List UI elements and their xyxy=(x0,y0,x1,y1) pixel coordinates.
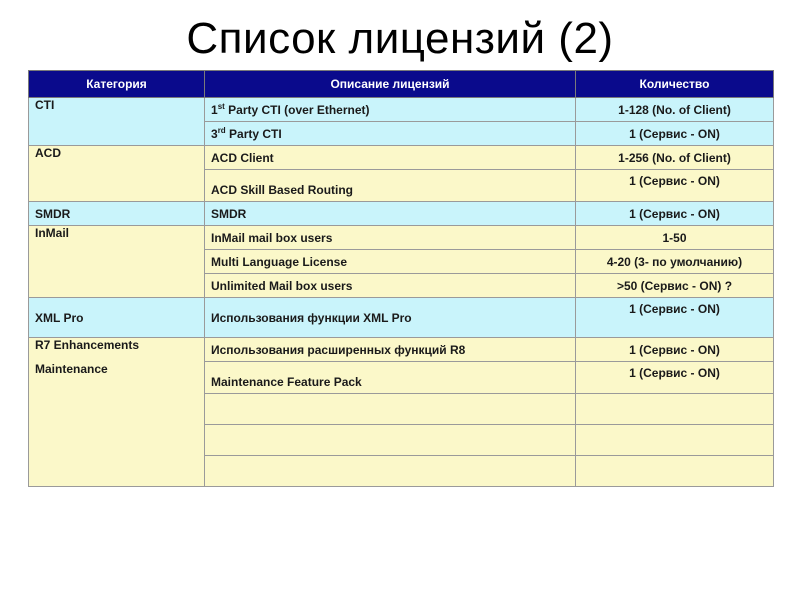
license-table xyxy=(28,70,774,487)
quantity-cell xyxy=(576,425,774,456)
description-cell: ACD Client xyxy=(205,146,576,170)
quantity-cell: 1-256 (No. of Client) xyxy=(576,146,774,170)
description-cell: 1st Party CTI (over Ethernet) xyxy=(205,98,576,122)
description-cell: Использования функции XML Pro xyxy=(205,298,576,338)
category-maintenance: Maintenance xyxy=(35,362,108,376)
quantity-cell: 1 (Сервис - ON) xyxy=(576,170,774,202)
category-cell: CTI xyxy=(29,98,205,146)
description-cell: 3rd Party CTI xyxy=(205,122,576,146)
table-row xyxy=(29,226,774,250)
page-title: Список лицензий (2) xyxy=(186,14,614,63)
description-cell: InMail mail box users xyxy=(205,226,576,250)
quantity-cell: 4-20 (3- по умолчанию) xyxy=(576,250,774,274)
category-cell: ACD xyxy=(29,146,205,202)
quantity-cell: 1 (Сервис - ON) xyxy=(576,122,774,146)
quantity-cell: >50 (Сервис - ON) ? xyxy=(576,274,774,298)
quantity-cell: 1 (Сервис - ON) xyxy=(576,362,774,394)
quantity-cell xyxy=(576,394,774,425)
header-quantity: Количество xyxy=(576,71,774,98)
table-header-row xyxy=(29,71,774,98)
description-cell: Unlimited Mail box users xyxy=(205,274,576,298)
description-cell: Maintenance Feature Pack xyxy=(205,362,576,394)
description-cell xyxy=(205,456,576,487)
description-cell xyxy=(205,394,576,425)
table-row xyxy=(29,338,774,362)
description-cell: Использования расширенных функций R8 xyxy=(205,338,576,362)
category-cell: InMail xyxy=(29,226,205,298)
quantity-cell: 1-50 xyxy=(576,226,774,250)
description-cell: SMDR xyxy=(205,202,576,226)
category-cell xyxy=(29,338,205,487)
quantity-cell: 1-128 (No. of Client) xyxy=(576,98,774,122)
category-r7: R7 Enhancements xyxy=(35,338,140,352)
header-category: Категория xyxy=(29,71,205,98)
quantity-cell: 1 (Сервис - ON) xyxy=(576,298,774,338)
description-cell: Multi Language License xyxy=(205,250,576,274)
table-row xyxy=(29,298,774,338)
header-description: Описание лицензий xyxy=(205,71,576,98)
table-row xyxy=(29,146,774,170)
description-cell: ACD Skill Based Routing xyxy=(205,170,576,202)
table-row xyxy=(29,202,774,226)
category-cell: XML Pro xyxy=(29,298,205,338)
description-cell xyxy=(205,425,576,456)
category-cell: SMDR xyxy=(29,202,205,226)
quantity-cell: 1 (Сервис - ON) xyxy=(576,202,774,226)
quantity-cell xyxy=(576,456,774,487)
quantity-cell: 1 (Сервис - ON) xyxy=(576,338,774,362)
table-row xyxy=(29,98,774,122)
